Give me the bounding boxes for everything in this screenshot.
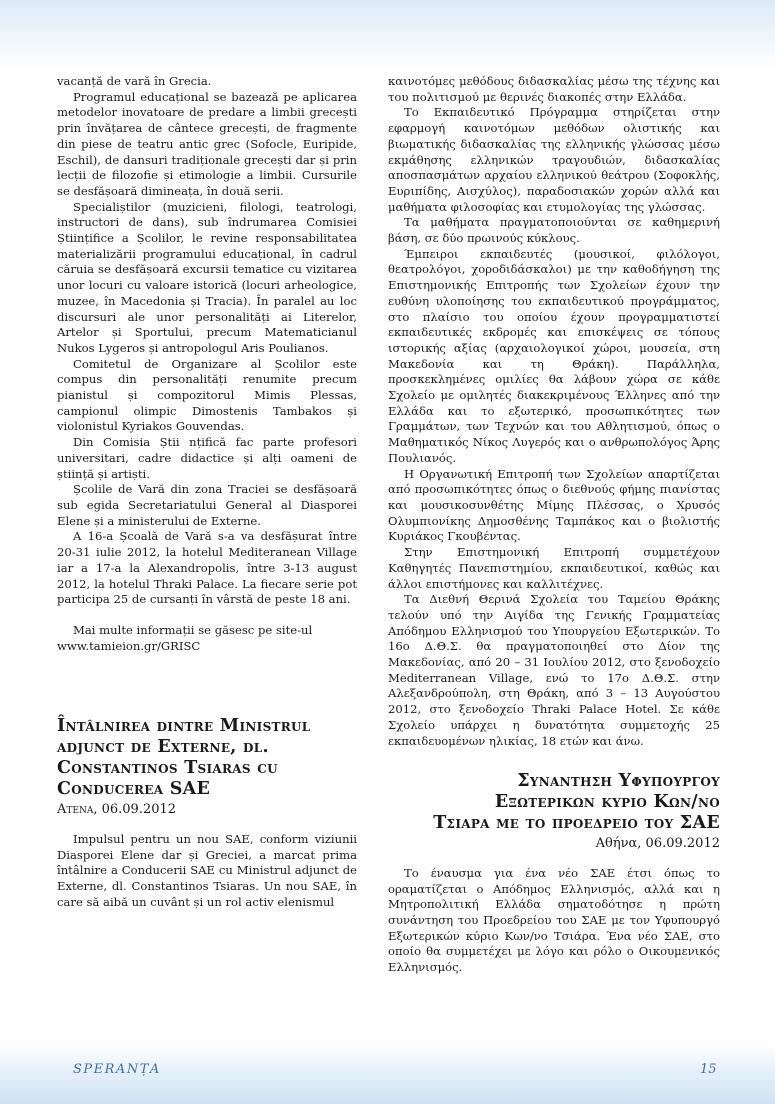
paragraph: Din Comisia Știi nțifică fac parte profesori universitari, cadre didactice și alți oameni de știință și artiști.	[57, 435, 357, 481]
website-link[interactable]: www.tamieion.gr/GRISC	[57, 638, 201, 653]
paragraph: Comitetul de Organizare al Școlilor este compus din personalități renumite precum pianistul și compozitorul Mimis Plessas, campionul olimpic Dimostenis Tambakos și violonistul Kyriakos Gouvendas.	[57, 356, 357, 434]
paragraph: Programul educațional se bazează pe aplicarea metodelor inovatoare de predare a limbii grecești prin învățarea de cântece grecești, de fragmente din piese de teatru antic grec (Sofocle, Euripide, Eschil), de dansuri tradiționale grecești dar și prin lecții de filozofie și etimologie a limbii. Cursurile se desfășoară dimineața, în două serii.	[57, 89, 357, 198]
paragraph: Τα μαθήματα πραγματοποιούνται σε καθημερινή βάση, σε δύο πρωινούς κύκλους.	[388, 215, 720, 246]
paragraph: A 16-a Școală de Vară s-a va desfășurat între 20-31 iulie 2012, la hotelul Mediteranean Village iar a 17-a la Alexandropolis, între 3-13 august 2012, la hotelul Thraki Palace. La fiecare serie pot participa 25 de cursanți în vârstă de peste 18 ani.	[57, 529, 357, 607]
top-gradient-band	[0, 0, 775, 70]
paragraph: Το Εκπαιδευτικό Πρόγραμμα στηρίζεται στην εφαρμογή καινοτόμων μεθόδων ολιστικής και βιωματικής διδασκαλίας της ελληνικής γλώσσας μέσω εκμάθησης ελληνικών τραγουδιών, διδασκαλίας αποσπασμάτων αρχαίου ελληνικού θεάτρου (Σοφοκλής, Ευριπίδης, Αισχύλος), παραδοσιακών χορών αλλά και μαθήματα φιλοσοφίας και ετυμολογίας της γλώσσας.	[388, 105, 720, 214]
magazine-name: SPERANȚA	[73, 1062, 161, 1077]
article-dateline: Αθήνα, 06.09.2012	[595, 836, 720, 852]
article-heading: Întâlnirea dintre Ministrul adjunct de Externe, dl. Constantinos Tsiaras cu Conducerea SAE	[57, 716, 311, 800]
paragraph: καινοτόμες μεθόδους διδασκαλίας μέσω της τέχνης και του πολιτισμού με θερινές διακοπές στην Ελλάδα.	[388, 74, 720, 104]
article-heading-line-2: Εξωτερικων κυριο Κων/νο	[494, 792, 720, 813]
paragraph: Έμπειροι εκπαιδευτές (μουσικοί, φιλόλογοι, θεατρολόγοι, χοροδιδάσκαλοι) με την καθοδήγηση της Επιστημονικής Επιτροπής των Σχολείων έχουν την ευθύνη υλοποίησης του εκπαιδευτικού προγράμματος, στο πλαίσιο του οποίου έχουν προγραμματιστεί εκπαιδευτικές εκδρομές και επισκέψεις σε τόπους ιστορικής αξίας (αρχαιολογικοί χώροι, μουσεία, στη Μακεδονία και τη Θράκη). Παράλληλα, προσκεκλημένες ομιλίες θα λάβουν χώρα σε κάθε Σχολείο με ομιλητές διακεκριμένους Έλληνες από την Ελλάδα και το εξωτερικό, προσωπικότητες των Γραμμάτων, των Τεχνών και του Αθλητισμού, όπως ο Μαθηματικός Νίκος Λυγερός και ο ανθρωπολόγος Άρης Πουλιανός.	[388, 246, 720, 465]
paragraph: Τα Διεθνή Θερινά Σχολεία του Ταμείου Θράκης τελούν υπό την Αιγίδα της Γενικής Γραμματείας Απόδημου Ελληνισμού του Υπουργείου Εξωτερικών. Το 16ο Δ.Θ.Σ. θα πραγματοποιηθεί στο Δίον της Μακεδονίας, από 20 – 31 Ιουλίου 2012, στο ξενοδοχείο Mediterranean Village, ενώ το 17ο Δ.Θ.Σ. στην Αλεξανδρούπολη, στη Θράκη, από 3 – 13 Αυγούστου 2012, στο ξενοδοχείο Thraki Palace Hotel. Σε κάθε Σχολείο υπάρχει η δυνατότητα συμμετοχής 25 εκπαιδευομένων ηλικίας, 18 ετών και άνω.	[388, 592, 720, 748]
paragraph: Mai multe informații se găsesc pe site-ul	[73, 622, 313, 637]
paragraph: Το έναυσμα για ένα νέο ΣΑΕ έτσι όπως το οραματίζεται ο Απόδημος Ελληνισμός, αλλά και η Μητροπολιτική Ελλάδα σηματοδότησε η πρώτη συνάντηση του Προεδρείου του ΣΑΕ με τον Υφυπουργό Εξωτερικών κύριο Κων/νο Τσιάρα. Ένα νέο ΣΑΕ, στο οποίο θα συμμετέχει με λόγο και ρόλο ο Οικουμενικός Ελληνισμός.	[388, 865, 720, 975]
spacer	[57, 818, 357, 832]
article-dateline: Atena, 06.09.2012	[57, 802, 177, 818]
paragraph: Impulsul pentru un nou SAE, conform viziunii Diasporei Elene dar și Greciei, a marcat prima întâlnire a Conducerii SAE cu Ministrul adjunct de Externe, dl. Constantinos Tsiaras. Un nou SAE, în care să aibă un cuvânt și un rol activ elenismul	[57, 832, 357, 909]
paragraph: Στην Επιστημονική Επιτροπή συμμετέχουν Καθηγητές Πανεπιστημίου, εκπαιδευτικοί, καθώς και άλλοι επιστήμονες και καλλιτέχνες.	[388, 545, 720, 591]
right-column	[388, 74, 720, 976]
article-heading-line-3: Τσιαρα με το προεδρειο του ΣΑΕ	[433, 813, 720, 834]
paragraph: vacanță de vară în Grecia.	[57, 74, 212, 88]
spacer	[57, 608, 357, 623]
spacer	[388, 852, 720, 866]
article-heading-line-1: Συναντηση Υφυπουργου	[517, 771, 720, 792]
paragraph: Specialiștilor (muzicieni, filologi, teatrologi, instructori de dans), sub îndrumarea Comisiei Științifice a Școlilor, le revine responsabilitatea materializării programului educațional, în cadrul căruia se desfășoară excursii tematice cu vizitarea unor locuri cu valoare istorică (locuri arheologice, muzee, în Macedonia și Tracia). În paralel au loc discursuri ale unor personalități ai Literelor, Artelor și Sportului, precum Matematicianul Nukos Lygeros și antropologul Aris Poulianos.	[57, 199, 357, 355]
left-column	[57, 74, 357, 911]
paragraph: Η Οργανωτική Επιτροπή των Σχολείων απαρτίζεται από προσωπικότητες όπως ο διεθνούς φήμης πιανίστας και μουσικοσυνθέτης Μίμης Πλέσσας, ο Χρυσός Ολυμπιονίκης Δημοσθένης Ταμπάκος και ο βιολιστής Κυριάκος Γκουβέντας.	[388, 466, 720, 544]
paragraph: Școlile de Vară din zona Traciei se desfășoară sub egida Secretariatului General al Diasporei Elene și a ministerului de Externe.	[57, 482, 357, 528]
spacer	[388, 749, 720, 771]
page-number: 15	[700, 1062, 717, 1077]
spacer	[57, 654, 357, 716]
